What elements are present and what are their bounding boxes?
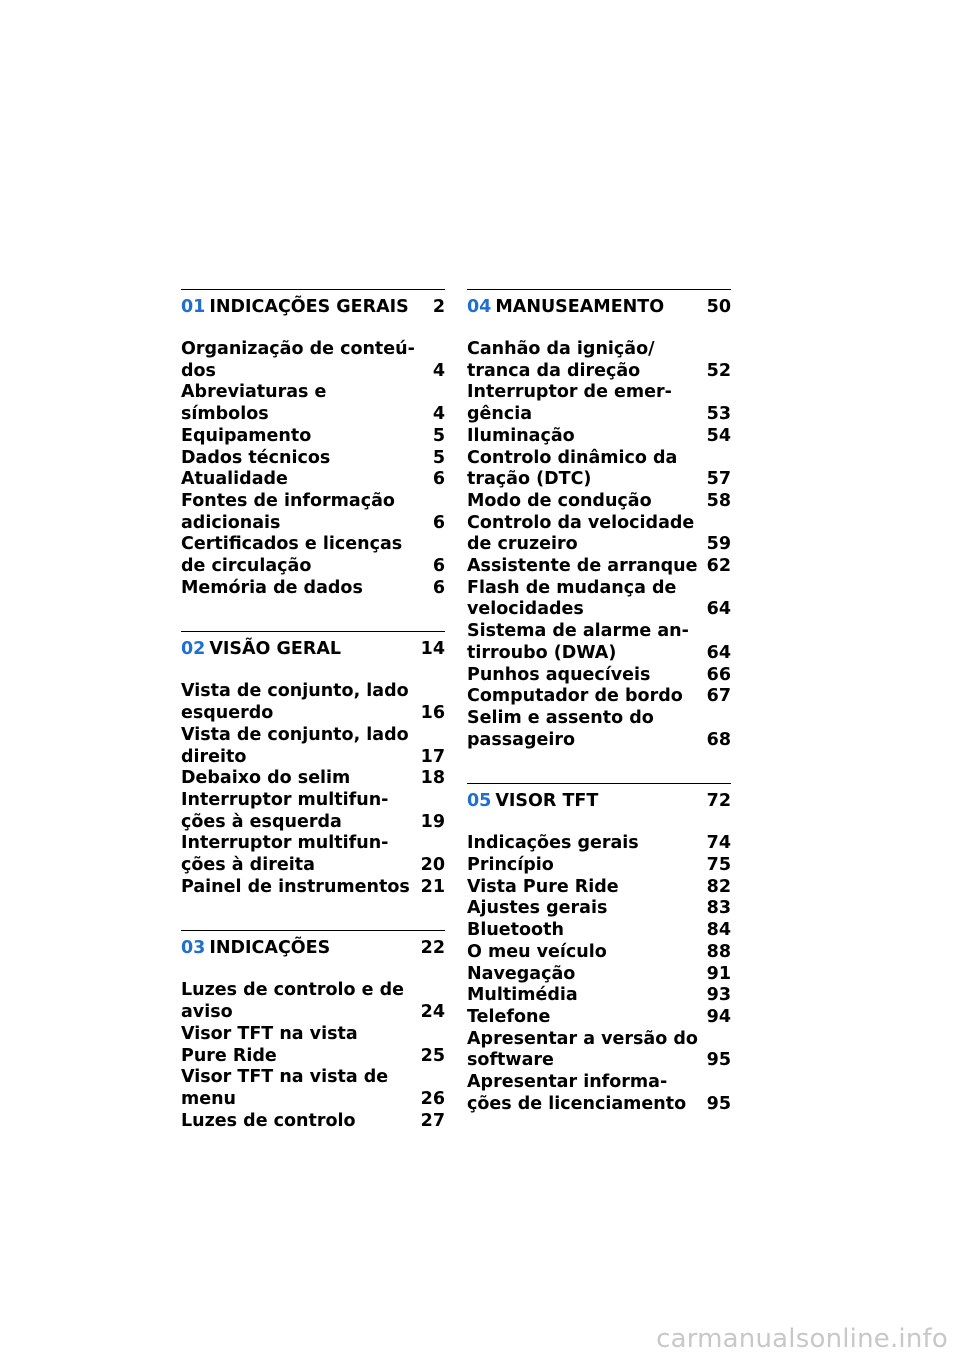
toc-entry[interactable] — [467, 404, 731, 426]
toc-entry-title: Equipamento — [181, 425, 312, 446]
toc-entry-title: Computador de bordo — [467, 686, 683, 707]
toc-entry-title: Flash de mudança de — [467, 577, 677, 598]
toc-entry[interactable] — [181, 1089, 445, 1111]
toc-entry[interactable] — [467, 556, 731, 578]
toc-entry[interactable] — [467, 361, 731, 383]
toc-entry-page: 52 — [706, 360, 731, 381]
toc-entry-page: 64 — [706, 599, 731, 620]
toc-entry-page: 62 — [706, 556, 731, 577]
toc-entry-list — [181, 681, 445, 898]
toc-entry-title: Memória de dados — [181, 577, 363, 598]
toc-entry-title: passageiro — [467, 729, 576, 750]
toc-entry[interactable] — [467, 730, 731, 752]
toc-entry[interactable] — [181, 833, 445, 855]
toc-entry-title: Multimédia — [467, 985, 578, 1006]
section-title: VISÃO GERAL — [209, 639, 342, 660]
toc-entry-page: 67 — [706, 686, 731, 707]
toc-entry-page: 26 — [420, 1088, 445, 1109]
section-title: MANUSEAMENTO — [495, 297, 665, 317]
toc-entry-title: Bluetooth — [467, 920, 564, 941]
toc-entry-title: Princípio — [467, 855, 554, 876]
toc-entry[interactable] — [467, 578, 731, 600]
toc-entry[interactable] — [467, 708, 731, 730]
toc-entry-title: tranca da direção — [467, 360, 641, 381]
section-number: 03 — [181, 938, 206, 959]
toc-entry-title: aviso — [181, 1002, 233, 1023]
toc-entry-title: Assistente de arranque — [467, 556, 698, 577]
toc-entry-page: 5 — [432, 447, 445, 468]
toc-entry[interactable] — [467, 426, 731, 448]
toc-entry-title: ções à direita — [181, 855, 315, 876]
toc-entry-title: menu — [181, 1088, 237, 1109]
toc-entry[interactable] — [181, 448, 445, 470]
toc-entry-title: Abreviaturas e símbolos — [181, 382, 327, 425]
toc-entry-title: Pure Ride — [181, 1045, 277, 1066]
toc-entry-title: Interruptor multifun- — [181, 789, 389, 810]
toc-entry[interactable] — [181, 877, 445, 899]
section-number: 04 — [467, 297, 492, 317]
section-heading[interactable] — [467, 289, 731, 322]
toc-entry-title: Ajustes gerais — [467, 898, 608, 919]
toc-entry-title: Luzes de controlo — [181, 1110, 356, 1131]
toc-entry-page: 6 — [432, 512, 445, 533]
toc-entry[interactable] — [467, 1007, 731, 1029]
toc-entry[interactable] — [467, 469, 731, 491]
toc-section-03 — [181, 930, 445, 1132]
toc-entry[interactable] — [181, 1046, 445, 1068]
toc-entry-title: Visor TFT na vista — [181, 1023, 358, 1044]
toc-entry-page: 27 — [420, 1110, 445, 1131]
toc-entry-title: Apresentar informa- — [467, 1072, 668, 1093]
toc-entry-title: software — [467, 1050, 554, 1071]
toc-entry[interactable] — [467, 665, 731, 687]
toc-entry[interactable] — [181, 426, 445, 448]
toc-entry-page: 24 — [420, 1002, 445, 1023]
toc-entry[interactable] — [467, 599, 731, 621]
section-heading[interactable] — [181, 631, 445, 664]
section-title: INDICAÇÕES — [209, 938, 331, 959]
toc-entry-page: 6 — [432, 577, 445, 598]
toc-entry[interactable] — [467, 339, 731, 361]
toc-entry[interactable] — [181, 747, 445, 769]
toc-entry[interactable] — [467, 1072, 731, 1094]
toc-entry-title: dos — [181, 360, 216, 381]
toc-entry-page: 94 — [706, 1006, 731, 1027]
toc-entry-title: Painel de instrumentos — [181, 876, 410, 897]
toc-entry[interactable] — [181, 513, 445, 535]
toc-entry-list — [467, 339, 731, 751]
toc-entry[interactable] — [181, 703, 445, 725]
section-page-number: 2 — [432, 297, 445, 317]
toc-entry[interactable] — [467, 534, 731, 556]
toc-entry[interactable] — [181, 469, 445, 491]
toc-entry-page: 53 — [706, 404, 731, 425]
toc-entry-title: Iluminação — [467, 425, 575, 446]
toc-entry-page: 68 — [706, 729, 731, 750]
watermark: carmanualsonline.info — [656, 1324, 948, 1354]
toc-section-04 — [467, 289, 731, 783]
toc-entry-title: Vista Pure Ride — [467, 876, 619, 897]
toc-entry-title: gência — [467, 404, 533, 425]
section-heading[interactable] — [181, 930, 445, 963]
section-title: VISOR TFT — [495, 791, 599, 812]
toc-entry[interactable] — [181, 980, 445, 1002]
toc-entry[interactable] — [467, 855, 731, 877]
toc-entry-title: Selim e assento do — [467, 707, 654, 728]
toc-entry-title: Dados técnicos — [181, 447, 331, 468]
toc-column-right — [467, 289, 731, 1116]
toc-entry-title: de cruzeiro — [467, 534, 578, 555]
toc-entry[interactable] — [181, 1111, 445, 1133]
toc-entry-page: 59 — [706, 534, 731, 555]
toc-entry-title: Punhos aquecíveis — [467, 664, 651, 685]
toc-entry[interactable] — [181, 491, 445, 513]
toc-entry-page: 6 — [432, 469, 445, 490]
toc-entry-page: 4 — [432, 404, 445, 425]
section-page-number: 50 — [706, 297, 731, 317]
toc-entry-page: 4 — [432, 360, 445, 381]
toc-entry-title: Canhão da ignição/ — [467, 339, 655, 359]
toc-entry[interactable] — [181, 768, 445, 790]
section-number: 02 — [181, 639, 206, 660]
toc-entry-title: Luzes de controlo e de — [181, 980, 405, 1001]
toc-entry-title: Controlo da velocidade — [467, 512, 695, 533]
toc-entry-page: 82 — [706, 876, 731, 897]
toc-entry-page: 74 — [706, 833, 731, 854]
section-page-number: 14 — [420, 639, 445, 660]
toc-entry-page: 88 — [706, 941, 731, 962]
toc-entry-page: 84 — [706, 920, 731, 941]
toc-entry-page: 6 — [432, 556, 445, 577]
toc-entry-page: 75 — [706, 855, 731, 876]
toc-entry-title: velocidades — [467, 599, 584, 620]
toc-entry-title: Fontes de informação — [181, 490, 395, 511]
toc-entry-title: Interruptor de emer- — [467, 382, 672, 403]
toc-entry[interactable] — [181, 339, 445, 361]
toc-entry[interactable] — [467, 920, 731, 942]
toc-entry[interactable] — [467, 491, 731, 513]
toc-entry[interactable] — [467, 877, 731, 899]
toc-entry-title: Modo de condução — [467, 490, 652, 511]
toc-entry-title: Telefone — [467, 1006, 551, 1027]
toc-entry-page: 21 — [420, 876, 445, 897]
toc-entry[interactable] — [467, 643, 731, 665]
toc-entry-page: 83 — [706, 898, 731, 919]
toc-entry-title: Indicações gerais — [467, 833, 639, 854]
toc-entry-title: ções de licenciamento — [467, 1093, 687, 1114]
toc-entry[interactable] — [181, 812, 445, 834]
toc-entry-title: Debaixo do selim — [181, 768, 351, 789]
toc-entry-page: 20 — [420, 855, 445, 876]
toc-entry[interactable] — [467, 833, 731, 855]
section-page-number: 22 — [420, 938, 445, 959]
section-number: 05 — [467, 791, 492, 812]
toc-entry-page: 25 — [420, 1045, 445, 1066]
toc-entry[interactable] — [467, 985, 731, 1007]
toc-entry-page: 5 — [432, 425, 445, 446]
toc-entry-list — [467, 833, 731, 1115]
toc-entry[interactable] — [181, 855, 445, 877]
toc-section-05 — [467, 783, 731, 1115]
toc-section-01 — [181, 289, 445, 631]
toc-entry[interactable] — [467, 1029, 731, 1051]
toc-entry[interactable] — [181, 382, 445, 425]
section-heading[interactable] — [467, 783, 731, 816]
toc-entry-page: 64 — [706, 642, 731, 663]
toc-entry-page: 95 — [706, 1093, 731, 1114]
toc-entry[interactable] — [181, 1002, 445, 1024]
toc-entry-page: 66 — [706, 664, 731, 685]
toc-entry[interactable] — [181, 534, 445, 556]
toc-entry-title: Vista de conjunto, lado — [181, 681, 409, 702]
toc-entry[interactable] — [467, 513, 731, 535]
toc-entry-title: esquerdo — [181, 703, 274, 724]
toc-entry[interactable] — [181, 361, 445, 383]
toc-entry[interactable] — [181, 681, 445, 703]
toc-column-left — [181, 289, 445, 1132]
section-title: INDICAÇÕES GERAIS — [209, 297, 409, 317]
toc-entry[interactable] — [181, 556, 445, 578]
section-heading[interactable] — [181, 289, 445, 322]
section-page-number: 72 — [706, 791, 731, 812]
section-number: 01 — [181, 297, 206, 317]
toc-entry[interactable] — [467, 964, 731, 986]
toc-entry[interactable] — [467, 448, 731, 470]
toc-entry-title: tirroubo (DWA) — [467, 642, 617, 663]
toc-entry-page: 93 — [706, 985, 731, 1006]
toc-entry-title: direito — [181, 746, 247, 767]
toc-entry-page: 19 — [420, 811, 445, 832]
toc-entry-page: 58 — [706, 490, 731, 511]
toc-entry[interactable] — [181, 1067, 445, 1089]
toc-entry-title: Atualidade — [181, 469, 288, 490]
toc-entry-list — [181, 339, 445, 599]
toc-entry-page: 57 — [706, 469, 731, 490]
toc-entry[interactable] — [467, 686, 731, 708]
toc-entry[interactable] — [181, 578, 445, 600]
toc-entry[interactable] — [467, 382, 731, 404]
toc-entry-title: ções à esquerda — [181, 811, 342, 832]
toc-entry-title: Visor TFT na vista de — [181, 1067, 389, 1088]
toc-entry-page: 91 — [706, 963, 731, 984]
toc-entry[interactable] — [467, 621, 731, 643]
toc-entry-list — [181, 980, 445, 1132]
toc-entry[interactable] — [181, 725, 445, 747]
toc-entry[interactable] — [181, 790, 445, 812]
toc-entry-title: Organização de conteú- — [181, 339, 415, 359]
toc-section-02 — [181, 631, 445, 930]
toc-entry[interactable] — [467, 1050, 731, 1072]
toc-entry-page: 54 — [706, 425, 731, 446]
toc-entry[interactable] — [467, 1094, 731, 1116]
toc-entry[interactable] — [467, 942, 731, 964]
toc-entry-page: 17 — [420, 746, 445, 767]
toc-entry-title: Controlo dinâmico da — [467, 447, 678, 468]
toc-entry-page: 16 — [420, 703, 445, 724]
toc-entry-title: Navegação — [467, 963, 576, 984]
toc-entry-title: tração (DTC) — [467, 469, 592, 490]
toc-entry-title: Certificados e licenças — [181, 534, 403, 555]
toc-entry-title: Interruptor multifun- — [181, 833, 389, 854]
toc-entry-title: adicionais — [181, 512, 281, 533]
toc-entry-page: 95 — [706, 1050, 731, 1071]
toc-entry[interactable] — [467, 898, 731, 920]
toc-entry-page: 18 — [420, 768, 445, 789]
toc-entry-title: Sistema de alarme an- — [467, 621, 689, 642]
toc-entry-title: O meu veículo — [467, 941, 607, 962]
toc-entry-title: Vista de conjunto, lado — [181, 724, 409, 745]
toc-entry-title: Apresentar a versão do — [467, 1028, 698, 1049]
toc-entry[interactable] — [181, 1024, 445, 1046]
toc-entry-title: de circulação — [181, 556, 312, 577]
